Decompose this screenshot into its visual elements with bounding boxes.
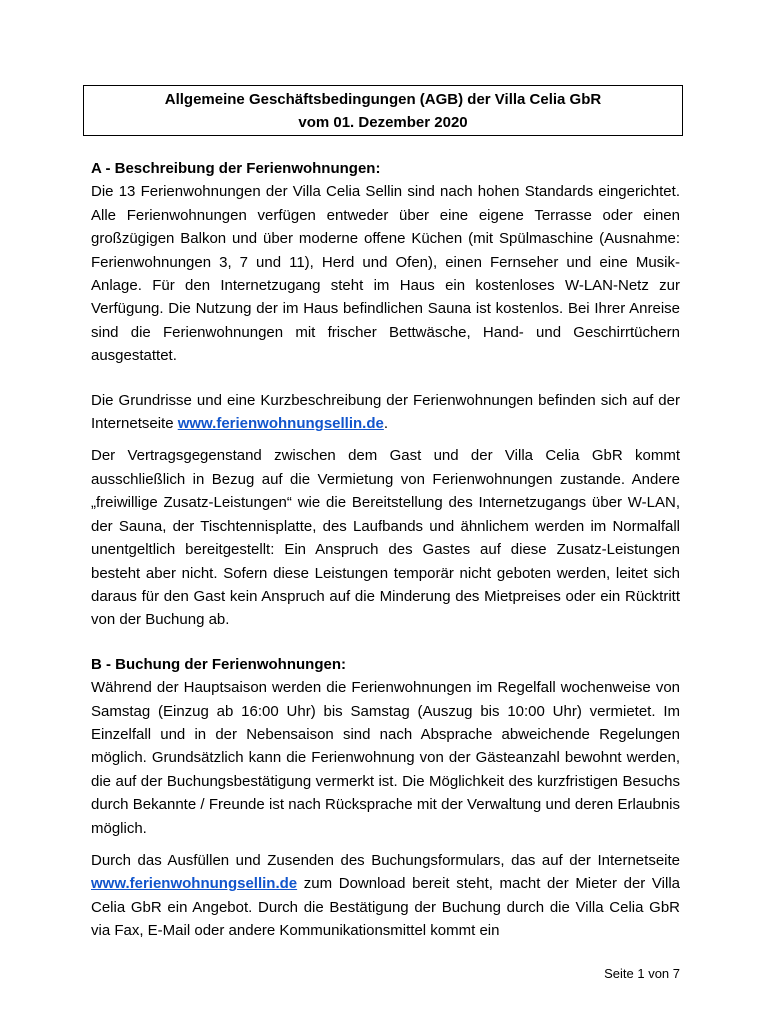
section-b-paragraph-1: Während der Hauptsaison werden die Ferienwohnungen im Regelfall wochenweise von Samstag (Einzug ab 16:00 Uhr) bis Samstag (Auszug bis 10:00 Uhr) vermietet. Im Einzelfall und in der Nebensaison sind nach Absprache abweichende Regelungen möglich. Grundsätzlich kann die Ferienwohnung von der Gästeanzahl bewohnt werden, die auf der Buchungsbestätigung vermerkt ist. Die Möglichkeit des kurzfristigen Besuchs durch Bekannte / Freunde ist nach Rücksprache mit der Verwaltung und deren Erlaubnis möglich.	[91, 679, 680, 837]
section-b-paragraph-2	[91, 849, 680, 943]
section-a-paragraph-1: Die 13 Ferienwohnungen der Villa Celia Sellin sind nach hohen Standards eingerichtet. Alle Ferienwohnungen verfügen entweder über eine eigene Terrasse oder einen großzügigen Balkon und über moderne offene Küchen (mit Spülmaschine (Ausnahme: Ferienwohnungen 3, 7 und 11), Herd und Ofen), einen Fernseher und eine Musik-Anlage. Für den Internetzugang steht im Haus ein kostenloses W-LAN-Netz zur Verfügung. Die Nutzung der im Haus befindlichen Sauna ist kostenlos. Bei Ihrer Anreise sind die Ferienwohnungen mit frischer Bettwäsche, Hand- und Geschirrtüchern ausgestattet.	[91, 183, 680, 365]
title-box	[83, 85, 683, 136]
section-a-p2-text: Die Grundrisse und eine Kurzbeschreibung der Ferienwohnungen befinden sich auf der Internetseite	[91, 391, 680, 433]
section-b-p2-rest: zum Download bereit steht, macht der Mieter der Villa Celia GbR ein Angebot. Durch die Bestätigung der Buchung durch die Villa Celia GbR via Fax, E-Mail oder andere Kommunikationsmittel kommt ein	[91, 875, 680, 940]
document-title: Allgemeine Geschäftsbedingungen (AGB) der Villa Celia GbR	[164, 91, 602, 108]
website-link[interactable]: www.ferienwohnungsellin.de	[177, 415, 384, 433]
document-date: vom 01. Dezember 2020	[298, 114, 468, 131]
section-a-heading: A - Beschreibung der Ferienwohnungen:	[91, 160, 381, 177]
section-b-p2-text: Durch das Ausfüllen und Zusenden des Buchungsformulars, das auf der Internetseite	[91, 851, 680, 869]
section-b-heading: B - Buchung der Ferienwohnungen:	[91, 655, 346, 673]
section-a-p2-end: .	[383, 415, 389, 433]
document-body	[91, 157, 680, 943]
section-a-paragraph-2	[91, 389, 680, 436]
website-link-2[interactable]: www.ferienwohnungsellin.de	[91, 875, 298, 893]
page-number: Seite 1 von 7	[604, 966, 680, 981]
section-a-paragraph-3: Der Vertragsgegenstand zwischen dem Gast und der Villa Celia GbR kommt ausschließlich in Bezug auf die Vermietung von Ferienwohnungen zustande. Andere „freiwillige Zusatz-Leistungen“ wie die Bereitstellung des Internetzugangs über W-LAN, der Sauna, der Tischtennisplatte, des Laufbands und ähnlichem werden im Normalfall unentgeltlich bereitgestellt: Ein Anspruch des Gastes auf diese Zusatz-Leistungen besteht aber nicht. Sofern diese Leistungen temporär nicht geboten werden, leitet sich daraus für den Gast kein Anspruch auf die Minderung des Mietpreises oder ein Rücktritt von der Buchung ab.	[91, 447, 680, 629]
